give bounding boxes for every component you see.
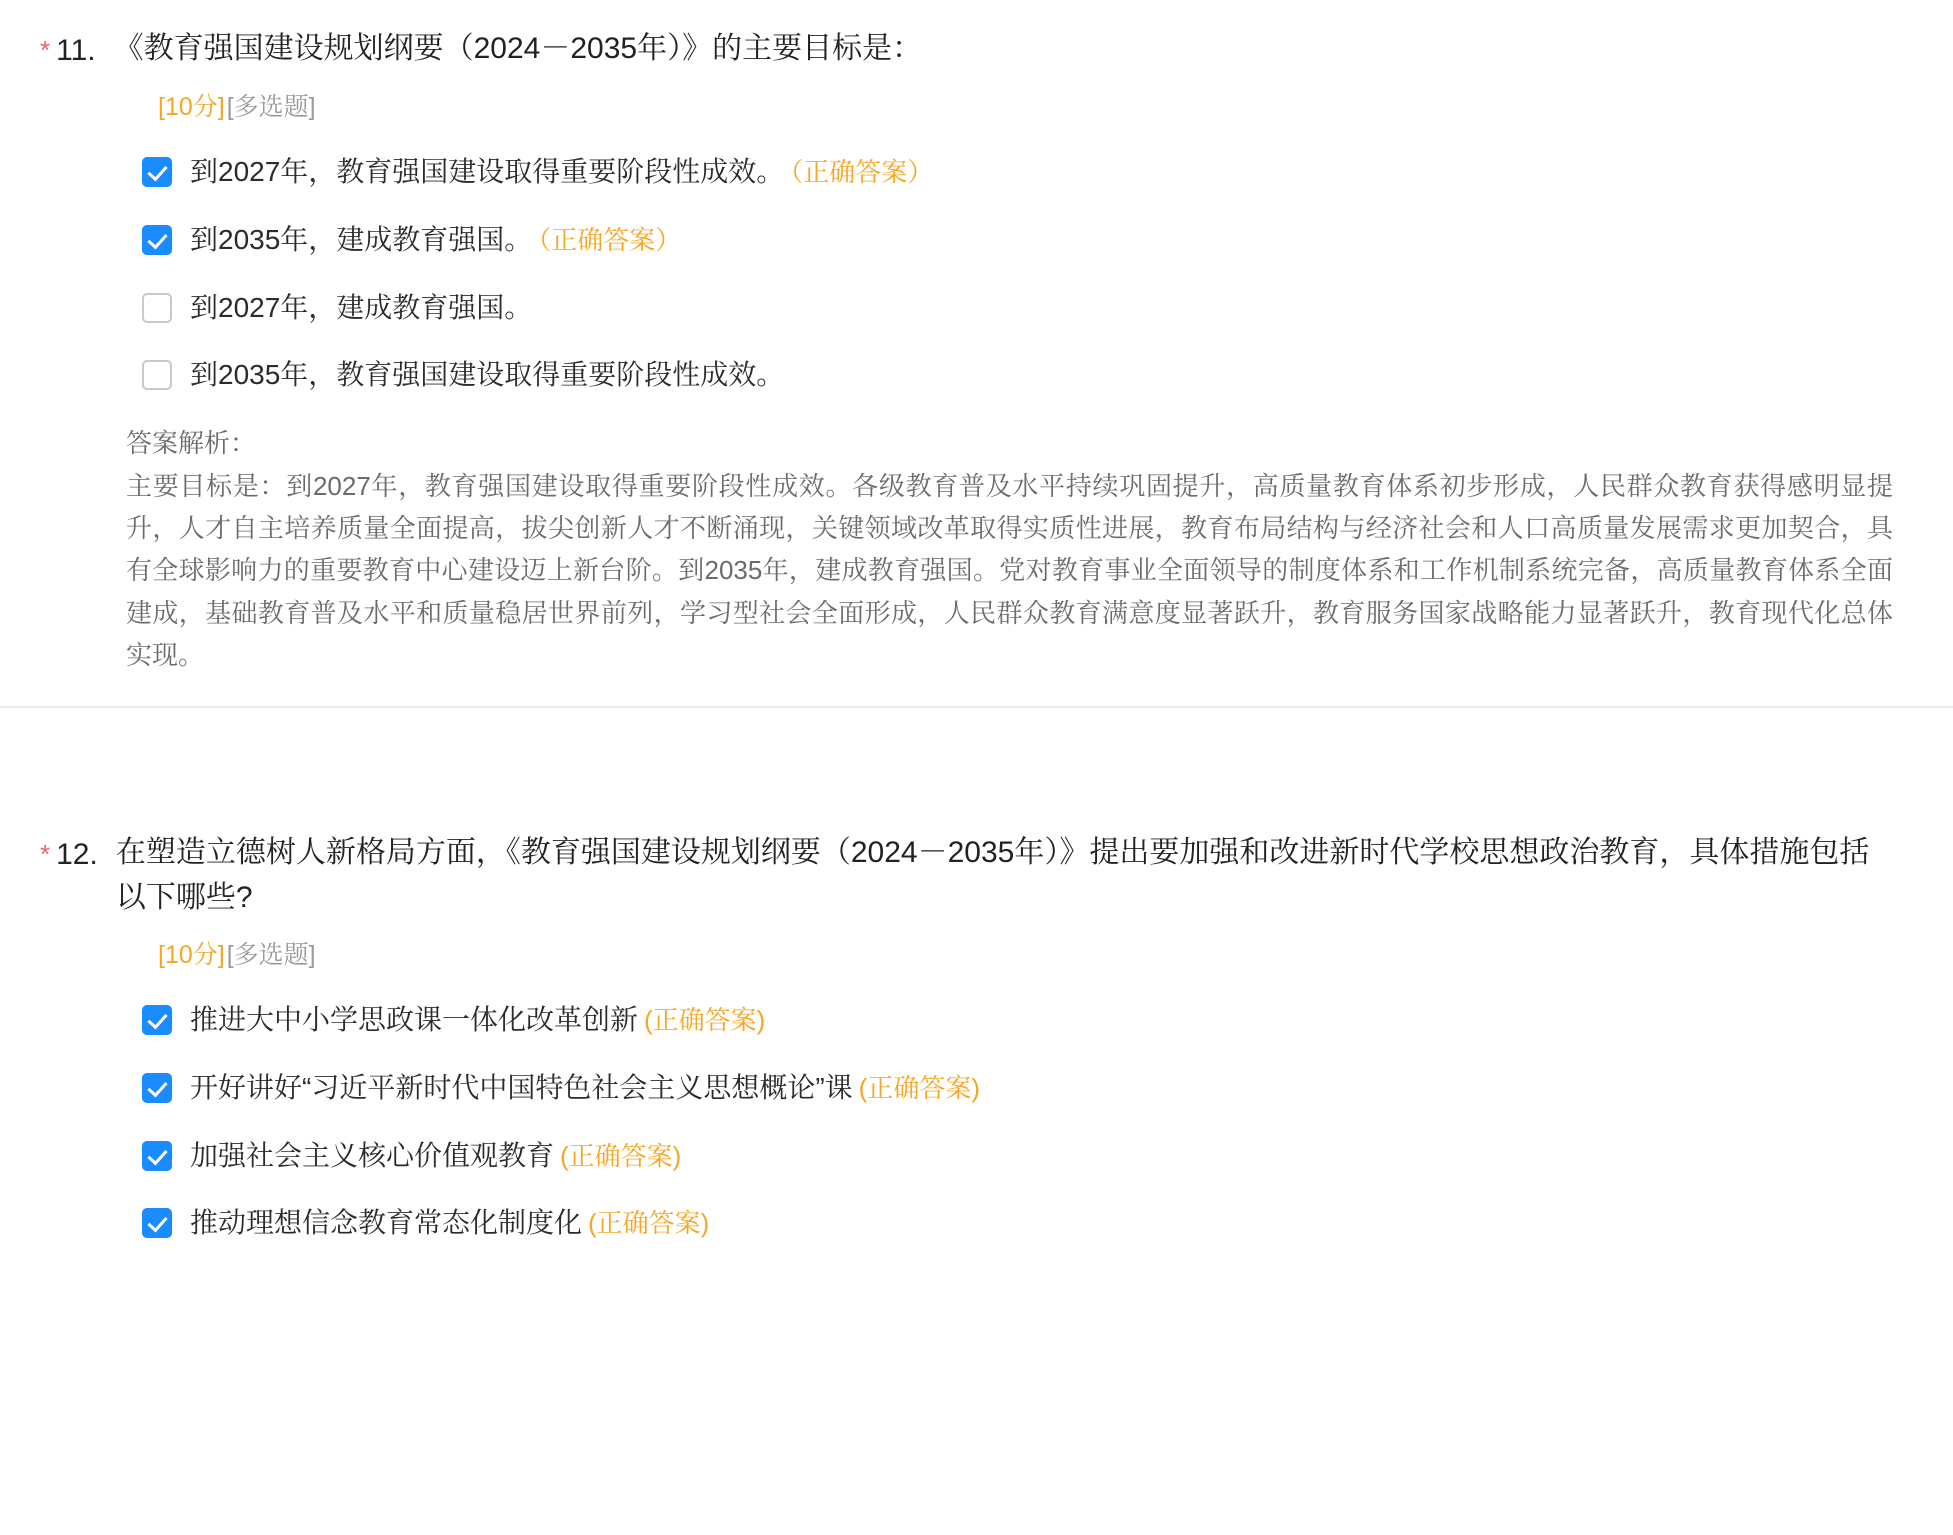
explanation-label: 答案解析： <box>126 428 257 459</box>
correct-answer-tag: （正确答案） <box>790 157 934 187</box>
question-header <box>40 830 1893 921</box>
checkbox-unchecked-icon[interactable] <box>142 293 172 323</box>
question-type: [多选题] <box>226 93 316 121</box>
option-item[interactable] <box>142 356 1893 394</box>
correct-answer-tag: (正确答案) <box>588 1208 710 1239</box>
correct-answer-tag: (正确答案) <box>560 1140 682 1171</box>
explanation-text: 主要目标是：到2027年，教育强国建设取得重要阶段性成效。各级教育普及水平持续巩固提升，高质量教育体系初步形成，人民群众教育获得感明显提升，人才自主培养质量全面提高，拔尖创新人才不断涌现，关键领域改革取得实质性进展，教育布局结构与经济社会和人口高质量发展需求更加契合，具有全球影响力的重要教育中心建设迈上新台阶。到2035年，建成教育强国。党对教育事业全面领导的制度体系和工作机制系统完备，高质量教育体系全面建成，基础教育普及水平和质量稳居世界前列，学习型社会全面形成，人民群众教育满意度显著跃升，教育服务国家战略能力显著跃升，教育现代化总体实现。 <box>126 471 1893 670</box>
option-list <box>142 153 1893 394</box>
checkbox-checked-icon[interactable] <box>142 1005 172 1035</box>
option-list <box>142 1001 1893 1242</box>
checkbox-checked-icon[interactable] <box>142 1141 172 1171</box>
option-item[interactable] <box>142 1204 1893 1242</box>
option-label: 到2035年，教育强国建设取得重要阶段性成效。 <box>190 359 785 391</box>
option-item[interactable] <box>142 221 1893 259</box>
question-block-11 <box>0 0 1953 708</box>
question-meta <box>158 87 1893 123</box>
question-header <box>40 26 1893 73</box>
section-gap <box>0 708 1953 804</box>
option-item[interactable] <box>142 289 1893 327</box>
option-label: 到2027年，建成教育强国。 <box>190 291 533 323</box>
option-label: 推进大中小学思政课一体化改革创新 (正确答案) <box>190 1003 766 1035</box>
checkbox-checked-icon[interactable] <box>142 1208 172 1238</box>
correct-answer-tag: （正确答案） <box>538 224 682 255</box>
option-label: 推动理想信念教育常态化制度化 (正确答案) <box>190 1207 710 1239</box>
checkbox-checked-icon[interactable] <box>142 157 172 187</box>
option-item[interactable] <box>142 1137 1893 1175</box>
question-title: 《教育强国建设规划纲要（2024－2035年）》的主要目标是： <box>113 32 923 65</box>
question-type: [多选题] <box>226 940 316 969</box>
required-asterisk: * <box>40 35 51 65</box>
question-score: [10分] <box>158 93 225 121</box>
option-item[interactable] <box>142 1069 1893 1107</box>
checkbox-unchecked-icon[interactable] <box>142 360 172 390</box>
option-label: 开好讲好“习近平新时代中国特色社会主义思想概论”课 (正确答案) <box>190 1071 980 1103</box>
option-label: 到2027年，教育强国建设取得重要阶段性成效。 （正确答案） <box>190 156 934 187</box>
option-label: 到2035年，建成教育强国。 （正确答案） <box>190 223 682 255</box>
option-item[interactable] <box>142 1001 1893 1039</box>
option-label: 加强社会主义核心价值观教育 (正确答案) <box>190 1139 682 1171</box>
question-score: [10分] <box>158 940 225 969</box>
question-title: 在塑造立德树人新格局方面，《教育强国建设规划纲要（2024－2035年）》提出要加强和改进新时代学校思想政治教育，具体措施包括以下哪些? <box>115 835 1870 915</box>
checkbox-checked-icon[interactable] <box>142 225 172 255</box>
checkbox-checked-icon[interactable] <box>142 1073 172 1103</box>
question-number: 12. <box>56 837 98 871</box>
correct-answer-tag: (正确答案) <box>858 1072 980 1103</box>
answer-explanation <box>126 424 1893 676</box>
question-number: 11. <box>56 34 96 67</box>
question-block-12 <box>0 804 1953 1302</box>
correct-answer-tag: (正确答案) <box>644 1004 766 1035</box>
required-asterisk: * <box>40 838 51 869</box>
option-item[interactable] <box>142 153 1893 191</box>
question-meta <box>158 935 1893 971</box>
